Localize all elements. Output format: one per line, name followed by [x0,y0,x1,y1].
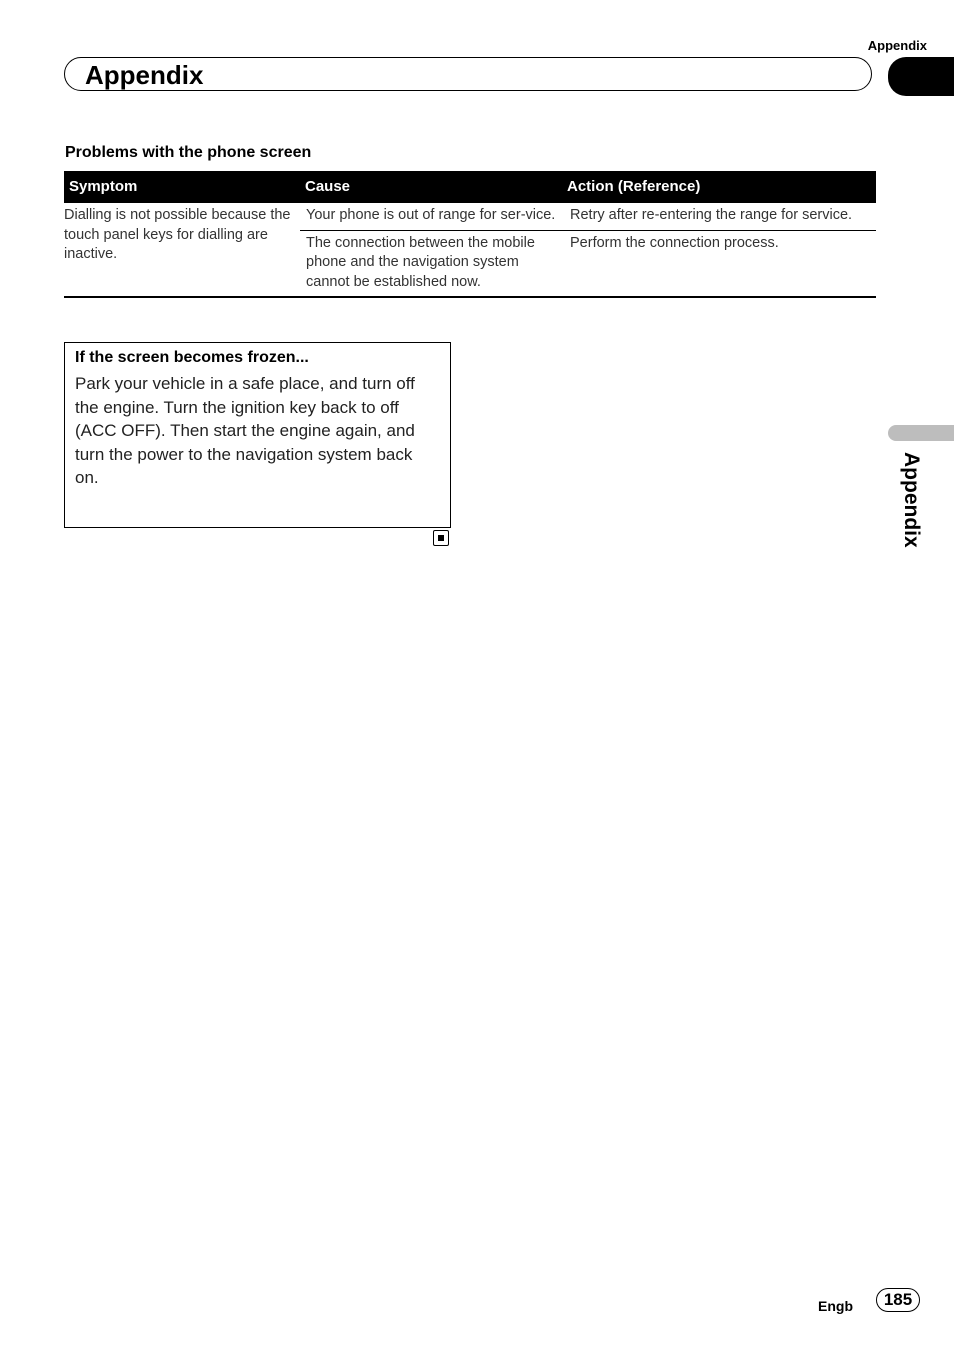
chapter-tab-marker [888,57,954,96]
column-header-action: Action (Reference) [562,171,876,203]
action-cell: Retry after re-entering the range for service. [562,203,876,230]
footer-language: Engb [818,1298,853,1314]
cause-cell: The connection between the mobile phone and the navigation system cannot be established now. [300,230,562,297]
side-tab-marker [888,425,954,441]
table-row [64,203,876,230]
troubleshooting-table [64,171,876,298]
chapter-title: Appendix [85,60,204,90]
side-tab [897,452,927,562]
column-header-symptom: Symptom [64,171,300,203]
chapter-title-bar [64,57,872,91]
symptom-cell: Dialling is not possible because the touch panel keys for dialling are inactive. [64,203,300,297]
table-header-row [64,171,876,203]
action-cell: Perform the connection process. [562,230,876,297]
section-heading: Problems with the phone screen [65,144,312,161]
note-box [64,342,451,528]
cause-cell: Your phone is out of range for ser-vice. [300,203,562,230]
page-number: 185 [876,1288,920,1312]
note-title: If the screen becomes frozen... [75,349,309,366]
end-of-section-icon [433,530,449,546]
note-body: Park your vehicle in a safe place, and turn off the engine. Turn the ignition key back to off (ACC OFF). Then start the engine again, and turn the power to the navigation system back on. [75,374,415,488]
running-head: Appendix [867,38,927,53]
column-header-cause: Cause [300,171,562,203]
side-tab-label: Appendix [900,452,923,548]
